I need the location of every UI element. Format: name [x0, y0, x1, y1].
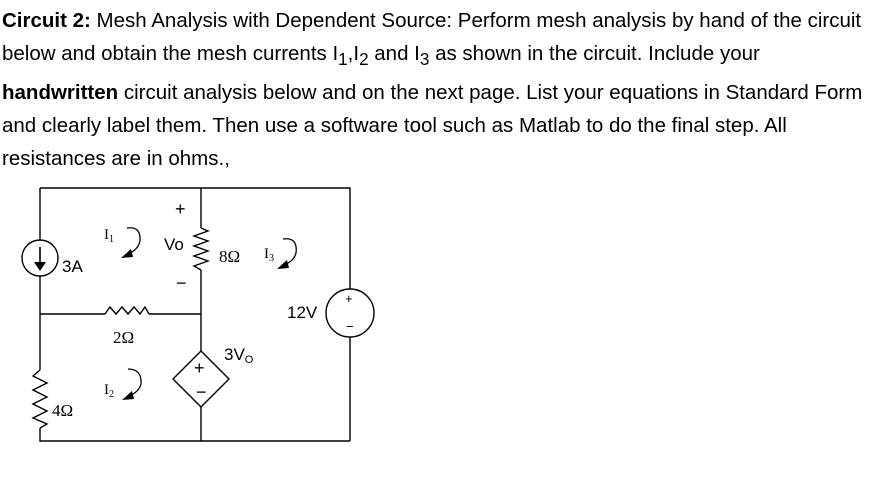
mesh-2-arrow-icon — [122, 369, 141, 400]
resistor-4-label: 4Ω — [52, 401, 74, 420]
current-source-3a — [22, 240, 58, 276]
problem-text-2: and I — [368, 42, 420, 65]
resistor-8-ohm — [194, 228, 208, 270]
dependent-source-minus: − — [196, 382, 207, 402]
problem-sep-1: ,I — [347, 42, 360, 65]
problem-sub-2: 2 — [359, 50, 369, 70]
problem-emphasis: handwritten — [2, 81, 119, 105]
mesh-3-label: $I_3$ — [264, 246, 274, 264]
mesh-1-label: $I_1$ — [104, 227, 114, 245]
problem-sub-1: 1 — [338, 50, 348, 70]
resistor-4-ohm — [33, 370, 47, 428]
mesh-2-label: $I_2$ — [104, 382, 114, 400]
problem-text-1: Mesh Analysis with Dependent Source: Perform mesh analysis by hand of the circuit below and obtain the mesh currents I — [2, 9, 862, 65]
problem-text-4: circuit analysis below and on the next page. List your equations in Standard Form and clearly label them. Then use a software tool such as Matlab to do the final step. All resistances are in ohms. — [2, 81, 863, 171]
dependent-source-label: 3VO — [224, 345, 254, 366]
resistor-8-label: 8Ω — [219, 247, 241, 266]
current-source-label: 3A — [62, 257, 83, 276]
problem-heading: Circuit 2: — [2, 9, 91, 32]
vo-label: Vo — [164, 235, 184, 254]
problem-sub-3: 3 — [419, 50, 430, 70]
mesh-3-arrow-icon — [277, 239, 296, 269]
dependent-source-plus: + — [194, 358, 205, 378]
resistor-2-label: 2Ω — [113, 328, 135, 347]
voltage-source-minus: − — [346, 319, 354, 334]
vo-plus-sign: + — [175, 199, 186, 219]
voltage-source-plus: + — [345, 291, 353, 306]
dependent-source-diamond — [173, 351, 229, 407]
problem-trailing: , — [224, 147, 230, 171]
problem-text-3: as shown in the circuit. Include your — [429, 42, 760, 65]
voltage-source-label: 12V — [287, 303, 318, 322]
mesh-1-arrow-icon — [121, 228, 140, 258]
vo-minus-sign: − — [176, 273, 187, 293]
voltage-source-12v — [326, 289, 374, 337]
resistor-2-ohm — [105, 307, 149, 314]
